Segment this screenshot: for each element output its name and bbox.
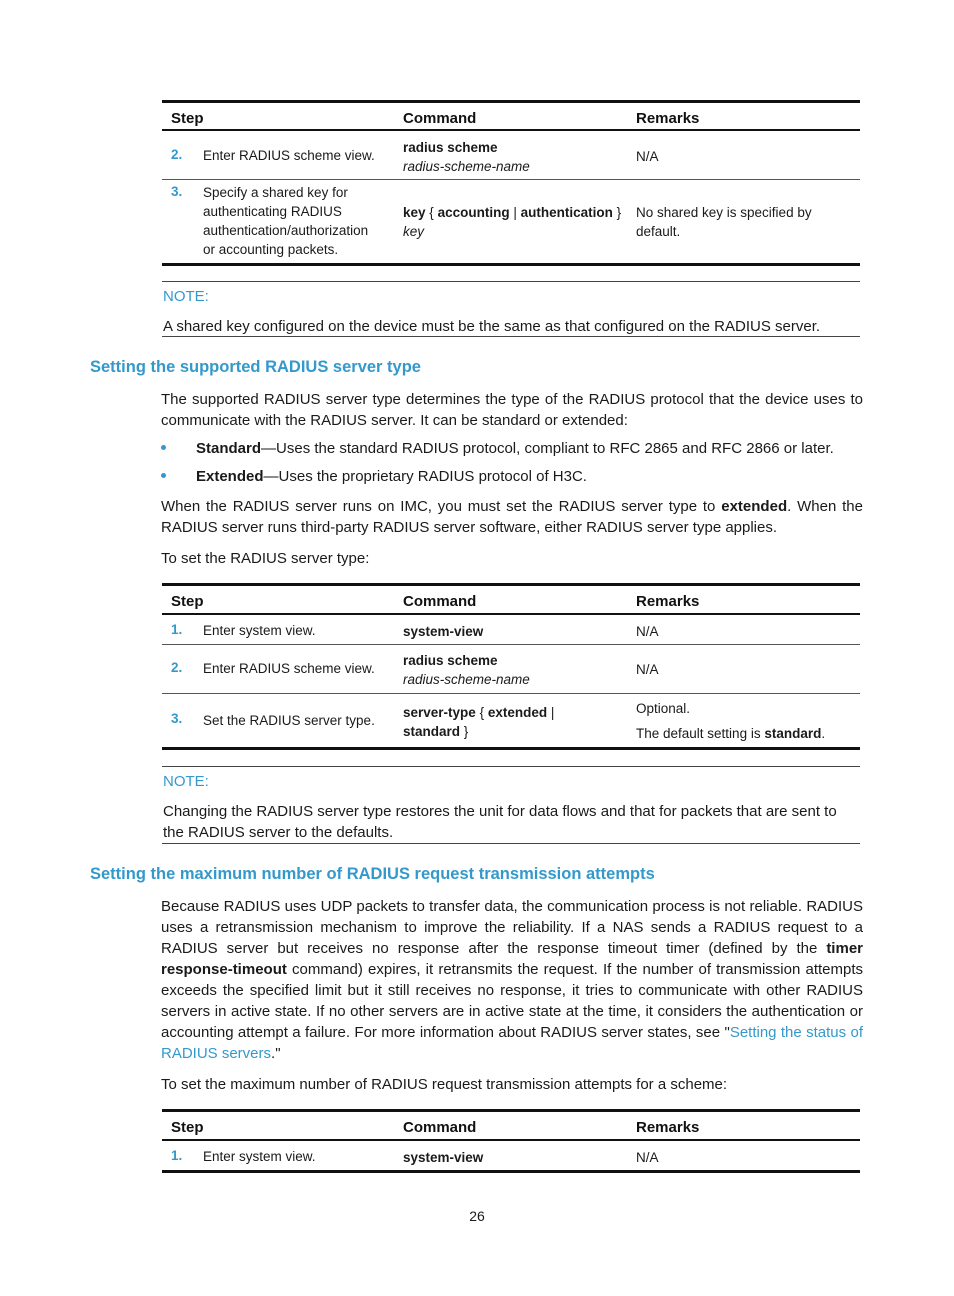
table-header-step: Step [171,593,204,610]
step-description: Enter system view. [203,1149,316,1164]
command-cell: key { accounting | authentication } key [403,205,622,239]
server-type-paragraph: When the RADIUS server runs on IMC, you must set the RADIUS server type to extended. When the RADIUS server runs third-party RADIUS server software, either RADIUS server type applies. [161,498,863,536]
command-cell: radius scheme radius-scheme-name [403,653,530,687]
command-cell: system-view [403,1150,484,1165]
note-bottom-rule [162,336,860,337]
command-cell [403,138,530,176]
table-retransmission [162,1109,860,1175]
remarks-cell: N/A [636,624,659,639]
step-number: 3. [171,184,183,199]
command-keyword: radius scheme [403,140,498,155]
step-number: 2. [171,147,183,162]
procedure-lead: To set the RADIUS server type: [161,550,370,567]
step-number: 1. [171,1148,183,1163]
command-argument: radius-scheme-name [403,159,530,174]
step-description: Set the RADIUS server type. [203,713,375,728]
remarks-cell: N/A [636,1150,659,1165]
table-header-command: Command [403,110,477,127]
table-header-step: Step [171,1119,204,1136]
server-status-link[interactable]: Setting the status of RADIUS servers [161,1024,863,1062]
bullet-icon [161,445,166,450]
note-text: Changing the RADIUS server type restores the unit for data flows and that for packets that are sent to the RADIUS server to the defaults. [163,803,837,841]
note-label: NOTE: [163,773,209,790]
section-heading: Setting the maximum number of RADIUS request transmission attempts [90,865,655,883]
section-heading: Setting the supported RADIUS server type [90,358,421,376]
remarks-cell: Optional. [636,701,691,716]
table-server-type [162,583,860,753]
note-text: A shared key configured on the device must be the same as that configured on the RADIUS server. [163,318,821,335]
step-number: 1. [171,622,183,637]
note-bottom-rule [162,843,860,844]
retransmission-paragraph: Because RADIUS uses UDP packets to transfer data, the communication process is not reliable. RADIUS uses a retransmission mechanism to improve the reliability. If a NAS sends a RADIUS request to a RADIUS server but receives no response after the response timeout timer (defined by the timer response-timeout command) expires, it retransmits the request. If the number of transmission attempts exceeds the specified limit but it still receives no response, it tries to communicate with other RADIUS servers in active state. If no other servers are in active state at the time, it considers the authentication or accounting attempt a failure. For more information about RADIUS server states, see "Setting the status of RADIUS servers." [161,898,863,1062]
table-header-remarks: Remarks [636,1119,700,1136]
table-header-remarks: Remarks [636,110,700,127]
step-number: 2. [171,660,183,675]
command-cell: system-view [403,624,484,639]
note-label: NOTE: [163,288,209,305]
remarks-cell: N/A [636,662,659,677]
remarks-cell: No shared key is specified by default. [636,205,812,239]
step-number: 3. [171,711,183,726]
table-header-command: Command [403,1119,477,1136]
table-shared-key [162,100,860,268]
remarks-cell: N/A [636,149,659,164]
page-number: 26 [469,1208,485,1224]
step-description: Specify a shared key for authenticating RADIUS authentication/authorization or accounting packets. [203,185,369,257]
note-top-rule [162,281,860,282]
step-description: Enter RADIUS scheme view. [203,661,375,676]
table-header-remarks: Remarks [636,593,700,610]
note-top-rule [162,766,860,767]
bullet-icon [161,473,166,478]
procedure-lead: To set the maximum number of RADIUS request transmission attempts for a scheme: [161,1076,728,1093]
step-description: Enter RADIUS scheme view. [203,148,375,163]
section-intro: The supported RADIUS server type determines the type of the RADIUS protocol that the device uses to communicate with the RADIUS server. It can be standard or extended: [161,391,863,429]
remarks-default: The default setting is standard. [636,726,826,741]
command-cell: server-type { extended | standard } [403,705,555,739]
table-header-command: Command [403,593,477,610]
step-description: Enter system view. [203,623,316,638]
table-header-step: Step [171,110,204,127]
